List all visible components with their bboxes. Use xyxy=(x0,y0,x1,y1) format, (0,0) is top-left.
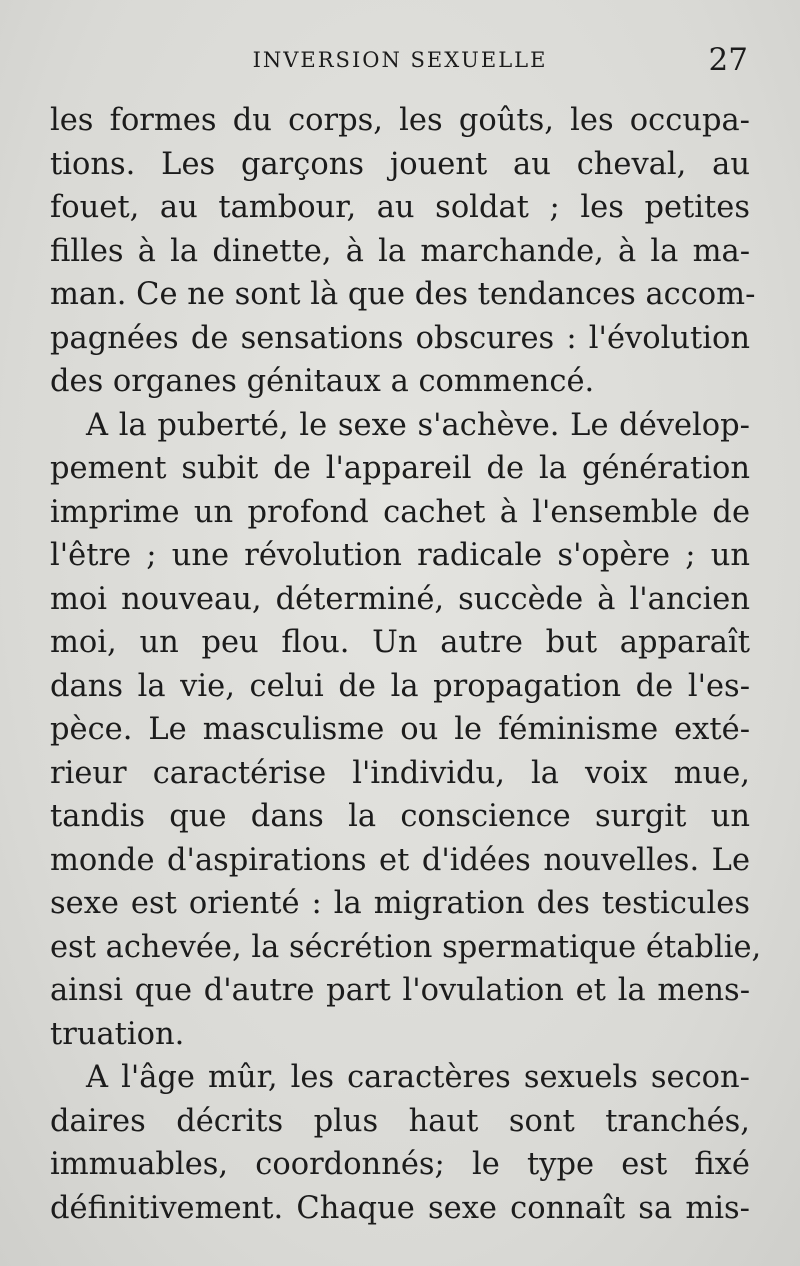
paragraph-2 xyxy=(50,404,762,1057)
text-line: est achevée, la sécrétion spermatique établie, xyxy=(50,929,762,965)
text-line: imprime un profond cachet à l'ensemble de xyxy=(50,494,750,530)
text-line: filles à la dinette, à la marchande, à la ma- xyxy=(50,233,750,269)
text-line: monde d'aspirations et d'idées nouvelles. Le xyxy=(50,842,750,878)
text-line: tions. Les garçons jouent au cheval, au xyxy=(50,146,750,182)
text-line: daires décrits plus haut sont tranchés, xyxy=(50,1103,750,1139)
text-line: truation. xyxy=(50,1016,185,1052)
text-line: immuables, coordonnés; le type est fixé xyxy=(50,1147,750,1182)
text-line: pèce. Le masculisme ou le féminisme exté- xyxy=(50,712,750,747)
text-line: pement subit de l'appareil de la génération xyxy=(50,451,750,486)
text-line: dans la vie, celui de la propagation de l'es- xyxy=(50,668,750,704)
text-line: ainsi que d'autre part l'ovulation et la mens- xyxy=(50,973,750,1008)
text-line: pagnées de sensations obscures : l'évolution xyxy=(50,320,750,356)
paragraph-3 xyxy=(50,1056,750,1230)
body-text xyxy=(50,99,762,1230)
text-line: fouet, au tambour, au soldat ; les petites xyxy=(50,190,750,225)
text-line: définitivement. Chaque sexe connaît sa mis- xyxy=(50,1190,750,1226)
text-line: des organes génitaux a commencé. xyxy=(50,364,595,399)
text-line: moi, un peu flou. Un autre but apparaît xyxy=(50,625,750,660)
text-line: A l'âge mûr, les caractères sexuels secon- xyxy=(86,1060,750,1095)
text-line: sexe est orienté : la migration des testicules xyxy=(50,886,750,921)
text-line: man. Ce ne sont là que des tendances accom- xyxy=(50,277,756,312)
text-line: tandis que dans la conscience surgit un xyxy=(50,799,750,834)
text-line: A la puberté, le sexe s'achève. Le dévelop- xyxy=(86,407,750,443)
page-number: 27 xyxy=(708,42,748,78)
running-head xyxy=(0,42,800,86)
text-line: moi nouveau, déterminé, succède à l'ancien xyxy=(50,581,750,617)
running-title: INVERSION SEXUELLE xyxy=(252,48,548,72)
text-line: les formes du corps, les goûts, les occupa- xyxy=(50,103,750,138)
text-line: rieur caractérise l'individu, la voix mue, xyxy=(50,755,750,791)
text-line: l'être ; une révolution radicale s'opère ; un xyxy=(50,538,750,573)
paragraph-1 xyxy=(50,99,756,404)
